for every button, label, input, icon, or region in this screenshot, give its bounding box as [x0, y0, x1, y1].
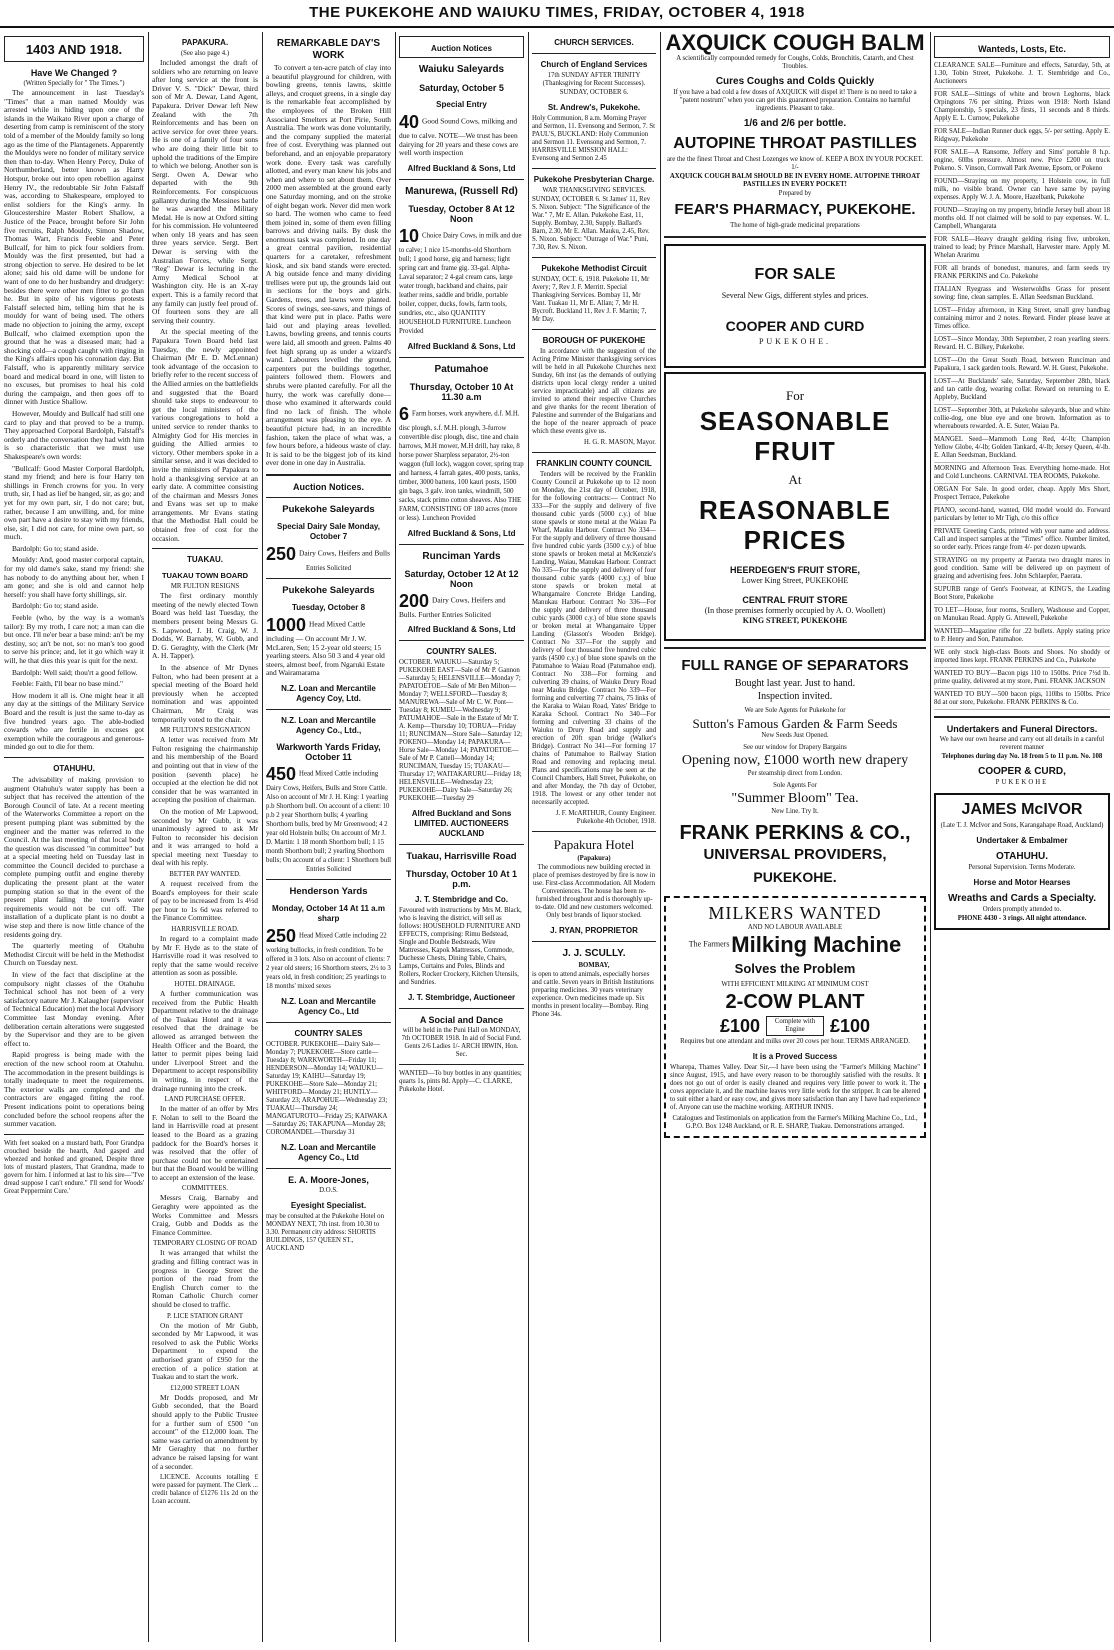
classified-item: CLEARANCE SALE—Furniture and effects, Saturday, 5th, at 1.30, Tobin Street, Pukekohe. J. T. Stembridge and Co., Auctioneers [934, 62, 1110, 89]
section-title: TUAKAU. [187, 555, 223, 565]
ad-number: 250 [266, 925, 297, 946]
ad-agent: J. T. Stembridge, Auctioneer [407, 993, 516, 1003]
ad-title: Eyesight Specialist. [290, 1200, 367, 1210]
classified-item: LOST—Friday afternoon, in King Street, small grey handbag containing mirror and 2 notes. Reward. Finder please leave at Times office. [934, 307, 1110, 334]
ad-sub: are the the finest Throat and Chest Lozenges we know of. KEEP A BOX IN YOUR POCKET. 1/- [667, 156, 923, 171]
ad-firm: CENTRAL FRUIT STORE [742, 595, 848, 606]
ad-proprietor: J. RYAN, PROPRIETOR [550, 926, 638, 935]
ad-line: PRICES [743, 524, 847, 555]
pharmacy-name: FEAR'S PHARMACY, PUKEKOHE. [674, 201, 916, 218]
section-title: COUNTRY SALES. [426, 647, 497, 657]
classified-item: LOST—On the Great South Road, between Runciman and Papakura, 1 sack garden tools. Reward. W. H. Guest, Pukekohe. [934, 357, 1110, 376]
ad-detail: may be consulted at the Pukekohe Hotel on MONDAY NEXT, 7th inst. from 10.30 to 3.30. Permanent city address: SHORTIS BUILDINGS, 157 QUEEN ST., AUCKLAND [266, 1212, 384, 1252]
ad-agent: N.Z. Loan and Mercantile Agency Coy, Ltd. [281, 683, 376, 703]
ad-date: Tuesday, October 8 [291, 602, 366, 612]
paragraph: Bardolph: Go to; stand aside. [12, 601, 99, 611]
subheading: BETTER PAY WANTED. [169, 871, 241, 879]
ad-date: Special Dairy Sale Monday, October 7 [276, 521, 380, 541]
ad-title: Waiuku Saleyards [418, 64, 505, 75]
paragraph: A request received from the Board's employees for their scale of pay to be increased from 1s 4½d per hour to 1s 6d was referred to the Finance Committee. [152, 879, 258, 923]
church-body: Holy Communion, 8 a.m. Morning Prayer and Sermon, 11. Evensong and Sermon, 7. St PAUL'S, BUCKLAND: Holy Communion and Sermon 11. Evensong and Sermon, 7. HARRISVILLE MISSION HALL: Evensong and Sermon 2.45 [532, 115, 656, 162]
perkins-ad [664, 655, 926, 888]
section-title: Auction Notices [431, 44, 492, 53]
sales-list: OCTOBER. WAIUKU—Saturday 5; PUKEKOHE EAST—Sale of Mr P. Gannon—Saturday 5; HELENSVILLE—Monday 7; PAPATOETOE—Sale of Mr Ben Milton—Monday 7; WELLSFORD—Tuesday 8; MANUREWA—Sale of Mr C. W. Pont—Tuesday 8; KUMEU—Wednesday 9; PATUMAHOE—Sale in the Estate of Mr T. A. Kemp—Thursday 10; TORUA—Friday 11; RUNCIMAN—Store Sale—Saturday 12; POKENO—Monday 14; PAPAKURA—Horse Sale—Monday 14; PAPATOETOE—Sale of Mr P. Cattell—Monday 14; RUNCIMAN, Tuesday 15; TUAKAU—Thursday 17; WAITAKARURU—Friday 18; HELENSVILLE—Wednesday 23; PUKEKOHE—Dairy Sale—Saturday 26; PUKEKOHE—Tuesday 29 [399, 659, 523, 803]
subheading: HARRISVILLE ROAD. [171, 926, 239, 934]
classified-item: FOR all brands of bonedust, manures, and farm seeds try FRANK PERKINS and Co. Pukekohe [934, 265, 1110, 284]
milkers-ad [664, 896, 926, 1138]
ad-line: Horse and Motor Hearses [973, 878, 1071, 887]
ad-title: FULL RANGE OF SEPARATORS [681, 656, 909, 674]
classified-item: ITALIAN Ryegrass and Westerwoldhs Grass for present sowing: fine, clean samples. E. Allan Seedsman Buckland. [934, 286, 1110, 305]
column-rule [528, 32, 529, 1642]
classified-item: MANGEL Seed—Mammoth Long Red, 4/-lb; Champion Yellow Globe, 4/-lb; Golden Tankard, 4/-lb; Jersey Queen, 4/-lb. E. Allan Seedsman, Buckland. [934, 436, 1110, 463]
masthead: THE PUKEKOHE AND WAIUKU TIMES, FRIDAY, OCTOBER 4, 1918 [0, 0, 1114, 28]
ad-detail: Head Mixed Cattle including Dairy Cows, Heifers, Bulls and Store Cattle. Also on account of Mr J. H. King: 1 yearling p.b Shorthorn bull. On account of a client: 10 p.b 2 year Shorthorn bulls; 4 yearling Shorthorn bulls, bred by Mr Greenwood; 4 2 year old Holstein bulls; On account of Mr J. D. Martin: 1 18 month Shorthorn bull; 1 15 month Shorthorn bull; 2 yearling Shorthorn bulls; On account of a client: 1 Shorthorn bull [266, 770, 391, 864]
column-rule [262, 32, 263, 1642]
subheading: MR FULTON RESIGNS [170, 583, 240, 591]
ad-extra: Special Entry [436, 100, 487, 109]
ad-sub: (Papakura) [577, 855, 611, 862]
paragraph: On the motion of Mr Gubb, seconded by Mr Lapwood, it was resolved to ask the Public Works Department to expend the authorised grant of £950 for the erection of a police station at Tuakau and to start the work. [152, 1320, 258, 1382]
ad-sub: AND NO LABOUR AVAILABLE [747, 923, 843, 931]
subheading: £12,000 STREET LOAN [170, 1384, 240, 1392]
notice-title: FRANKLIN COUNTY COUNCIL [536, 459, 652, 468]
paragraph: Rapid progress is being made with the erection of the new school room at Otahuhu. The accommodation in the present buildings is totally inadequate to meet the requirements. The exterior walls are completed and the contractors are engaged fitting the roof. Present indications point to operations being concluded before the school reopens after the summer vacation. [4, 1050, 144, 1129]
church-date: SUNDAY, OCTOBER 6. [559, 89, 629, 96]
ad-plant: 2-COW PLANT [725, 990, 865, 1013]
ad-number: 40 [399, 112, 420, 132]
paragraph: Bardolph: Go to; stand aside. [12, 543, 99, 553]
classifieds-list [934, 62, 1110, 710]
section-title: PAPAKURA. [181, 38, 229, 47]
notice-body: Tenders will be received by the Franklin County Council at Pukekohe up to 12 noon on Monday, the 21st day of October, 1918, for the following contracts:— Contract No 333—For the supply and delivery of five thousand cubic yards (5000 c.y.) of blue stone spawls or stone metal at the Waiau Pa Wharf, Mauku Harbour. Contract No 334—For the supply and delivery of three thousand five hundred cubic yards (3500 c.y.) of blue stone spawls or broken metal at McKenzie's Landing, Waiau, Manukau Harbour. Contract No 335—For the supply and delivery of four thousand cubic yards (4000 c.y.) of blue stone spawls or broken metal at Whangamaire Concrete Bridge Landing, Manukau Harbour. Contract No 336—For the supply and delivery of three thousand cubic yards (3000 c.y.) of blue stone spawls or broken metal at Whangamaire Upper Landing (Glasson's Wooden Bridge). Contract No 337—For the supply and delivery of four thousand five hundred cubic yards (4500 c.y.) of blue stone spawls on the Patumahoe to Waiau Road (Patumahoe end). Contract No 338—For forming and culverting 39 chains, of Waiuku Drury Road near Mauku Bridge. Contract No 339—For forming and culverting 77 chains, 75 links of the Karaka to Waiau Road, Yates' Bridge to Karaka School. Contract No 340—For forming and culverting 33 chains of the Waiuku to Drury Road and supply and erection of 20ft span bridge (Walker's Bridge). Contract No 341—For forming 17 chains of Patumahoe to Railway Station Road and removing and replacing metal. Plans and specifications may be seen at the Council Chambers, Hall Street, Pukekohe, on and after Monday, the 7th day of October, 1918. The lowest or any other tender not necessarily accepted. [532, 471, 656, 806]
classified-item: ORGAN For Sale. In good order, cheap. Apply Mrs Short, Prospect Terrace, Pukekohe [934, 486, 1110, 505]
ad-agent: Alfred Buckland & Sons, Ltd [407, 163, 516, 173]
ad-line: Solves the Problem [734, 960, 856, 976]
paragraph: Feeble (who, by the way is a woman's tailor): By my troth, I care not; a man can die but once. I'll ne'er bear a base mind: an't be my destiny, so; an't be not, so: no man's too good to serve his prince; and, let it go which way it will, he that dies this year is quit for the next. [4, 613, 144, 665]
paragraph: To convert a ten-acre patch of clay into a beautiful playground for children, with bowling greens, tennis lawns, skittle alleys, and croquet greens, in a single day is the remarkable feat accomplished by the employees of the Broken Hill Associated Smelters at Port Pirie, South Australia. The work was done voluntarily, and the company supplied the material free of cost. Everything was planned out beforehand, and an enjoyable preparatory work done. Every task was carefully allotted, and every man knew his jobs and when and where to set about them. Over 2000 men assembled at the ground early one Saturday morning, and on the stroke of eight began work. Never did men work so hard. The women who came to feed them joined in, some of them even filling barrows and driving nails. By dusk the enormous task was completed. In one day a great central pavilion, residential quarters for a caretaker, refreshment kiosk, and six band stands were erected. A big outside fence and many dividing trellises were put up, the grounds laid out in sections for the boys and girls. Gardens, trees, and lawns were planted. Scores of swings, see-saws, and things of that kind were put in place. Paths were laid out and playing areas levelled. Lawns, bowling greens, and tennis courts were laid, all smooth and green. Palms 40 feet high sprang up as under a wizard's wand. Labourers levelled the ground, carpenters put the buildings together, painters followed them. Flowers and shrubs were planted carefully. For all the hurry, the work was carefully done—those who examined it afterwards could find no lack of finish. The whole arrangement was pleasing to the eye. A beautiful picture had, in an incredible fashion, taken the place of what was, a few hours before, a hideous waste of clay. It is said to be the biggest job of its kind ever done in one day in Australia. [266, 63, 391, 468]
ad-line: Wreaths and Cards a Specialty. [947, 893, 1097, 904]
ad-mid: Complete with Engine [766, 1016, 824, 1036]
notice-sign: H. G. R. MASON, Mayor. [584, 439, 656, 446]
paragraph: Feeble: Faith, I'll bear no base mind." [12, 679, 124, 689]
ad-number: 250 [266, 543, 297, 564]
paragraph: Bardolph: Well said; thou'rt a good fellow. [12, 667, 138, 677]
article-title: REMARKABLE DAY'S WORK [276, 38, 381, 61]
ad-title: Runciman Yards [422, 550, 501, 562]
subheading: TEMPORARY CLOSING OF ROAD [153, 1240, 257, 1248]
classified-item: FOUND—Straying on my property, brindle Jersey bull about 18 months old. If not claimed will be sold to pay expenses. W. L. Campbell, Whangarata [934, 207, 1110, 234]
ad-place: PUKEKOHE [995, 779, 1049, 786]
ad-detail: Head Mixed Cattle including — On account Mr J. W. McLaren, Sen; 15 2-year old steers; 15 yearling steers. Also 50 3 and 4 year old steers, almost beef, from Ngaruki Estate and Wairamarama [266, 619, 385, 678]
ad-title: Pukekohe Saleyards [282, 503, 375, 515]
church-title: Church of England Services [540, 60, 648, 69]
column-3 [266, 32, 391, 1642]
classified-item: FOR SALE—Indian Runner duck eggs, 5/- per setting. Apply E. Ridgway, Pukekohe [934, 128, 1110, 147]
byline: (Written Specially for " The Times.") [23, 80, 125, 87]
paragraph: In the absence of Mr Dynes Fulton, who had been present at a special meeting of the Board held previously when he accepted nomination and was appointed Chairman, Mr Craig was temporarily voted to the chair. [152, 663, 258, 724]
ad-date: Warkworth Yards Friday, October 11 [276, 741, 381, 762]
ad-line: SEASONABLE [699, 406, 891, 437]
ad-date: Tuesday, October 8 At 12 Noon [408, 203, 515, 224]
ad-detail: Head Mixed Cattle including 22 working bullocks, in fresh condition. To be offered in 3 lots. Also on account of clients: 7 2 year old steers; 16 Shorthorn steers, 2½ to 3 years old, in fresh condition; 25 yearlings to 18 months' mixed sexes [266, 932, 391, 990]
ad-line: Per steamship direct from London. [747, 769, 843, 777]
ad-place: OTAHUHU. [995, 851, 1049, 862]
paragraph: The advisability of making provision to augment Otahuhu's water supply has been a subject that has received the attention of the Borough Council of late. At a recent meeting of the Waterworks Committee a report on the present pumping plant was submitted by the engineer and the matter was referred to the Council. At the last meeting of that local body the question was discussed "in committee" but at a special meeting held on Tuesday last in committee the Council decided to purchase a complete pumping outfit and engine thereby duplicating the present plant at the water pumping station so that in the event of the present plant failing the town's water requirements would not be cut off. The installation of a duplicate plant is no doubt a wise step and there is now little chance of the residents going dry. [4, 774, 144, 939]
notice-title: BOROUGH OF PUKEKOHE [542, 336, 646, 345]
column-rule [148, 32, 149, 1642]
paragraph: In regard to a complaint made by Mr F. Hyde as to the state of Harrisville road it was resolved to reply that the same would receive attention as soon as possible. [152, 934, 258, 978]
subheading: TUAKAU TOWN BOARD [161, 571, 249, 581]
ad-sub: (Late T. J. McIvor and Sons, Karangahape Road, Auckland) [940, 822, 1104, 829]
ad-date: Thursday, October 10 At 11.30 a.m [409, 381, 514, 402]
classified-item: LOST—Since Monday, 30th September, 2 roan yearling steers. Reward. H. C. Bilkey, Pukekohe. [934, 336, 1110, 355]
ad-sub: D.O.S. [319, 1186, 338, 1194]
classified-item: FOR SALE—Sittings of white and brown Leghorns, black Orpingtons 7/6 per sitting. Prizes won 1918: North Island Championship, 5 specials, 23 firsts, 11 seconds and 8 thirds. Apply E. L. Curnow, Pukekohe [934, 91, 1110, 126]
ad-firm: FRANK PERKINS & CO., [679, 821, 911, 844]
ad-area [664, 32, 926, 1642]
ad-title: Papakura Hotel [553, 837, 635, 852]
ad-date: Saturday, October 5 [419, 83, 504, 93]
paragraph: It was arranged that whilst the grading and filling contract was in progress in George Street the portion of the road from the English Church corner to the Roman Catholic Church corner should be closed to traffic. [152, 1248, 258, 1309]
ad-title: N.Z. Loan and Mercantile Agency Co., Ltd., [281, 715, 376, 735]
ad-title: AXQUICK COUGH BALM [665, 32, 925, 55]
ad-line: Cures Coughs and Colds Quickly [715, 76, 875, 87]
ad-line: Sole Agents For [773, 781, 817, 789]
classified: WANTED—To buy bottles in any quantities; quarts 1s, pints 8d. Apply—C. CLARKE, Pukekohe Hotel. [399, 1070, 522, 1094]
ad-firm: UNIVERSAL PROVIDERS, [703, 845, 887, 863]
ad-place: PUKEKOHE. [753, 868, 837, 885]
ad-testimonial: Wharepa, Thames Valley. Dear Sir,—I have been using the "Farmer's Milking Machine" since August, 1915, and have every reason to be thoroughly satisfied with the results. It does not go out of order is easily cleaned and requires very little power to work it. The cows appreciate it, and the machine leaves very little work for the stripper. It can be altered to suit either a hard or easy cow, and gives more satisfaction than any I have had experience of. Anyone can use the machine working. ARTHUR INNIS. [670, 1063, 920, 1111]
ad-number: 1000 [266, 614, 307, 635]
classified-item: FOR SALE—A Ransome, Jeffery and Sims' portable 8 h.p. engine, 60lbs pressure. Almost new. Price £200 on truck Pokeno. S. Vinson, Cornwall Park Avenue, Epsom, or Pokeno [934, 149, 1110, 176]
ad-line: At [788, 472, 802, 488]
ad-sub: BOMBAY, [578, 962, 610, 969]
paragraph: In the matter of an offer by Mrs F. Nolan to sell to the Board the land in Harrisville road at present leased to the Board as a grazing paddock for the Board's horses it was resolved that the offer of purchase could not be entertained but that the Board would be willing to accept an extension of the lease. [152, 1104, 258, 1182]
paragraph: A letter was received from Mr Fulton resigning the chairmanship and his membership of the Board and pointing out that in view of the position (seventh place) he occupied at the election he did not consider that he was warranted in accepting the position of chairman. [152, 735, 258, 805]
ad-agent: J. T. Stembridge and Co. [415, 895, 508, 905]
classified-item: WANTED—Magazine rifle for .22 bullets. Apply stating price to P. Henry and Son, Patumahoe. [934, 628, 1110, 647]
subheading: HOTEL DRAINAGE. [174, 981, 236, 988]
fruit-ad [664, 372, 926, 641]
section-title: CHURCH SERVICES. [554, 38, 634, 47]
ad-agent: N.Z. Loan and Mercantile Agency Co., Ltd [281, 996, 376, 1016]
ad-line: AXQUICK COUGH BALM SHOULD BE IN EVERY HOME. AUTOPINE THROAT PASTILLES IN EVERY POCKET! [669, 173, 921, 188]
column-rule [395, 32, 396, 1642]
classified-item: PRIVATE Greeting Cards, printed with your name and address. Call and inspect samples at the "Times" office. Number limited, so order early. Prices range from 4/- per dozen upwards. [934, 528, 1110, 555]
ad-line: We are Sole Agents for Pukekohe for [744, 706, 846, 714]
poem-ad: With feet soaked on a mustard bath, Poor Grandpa crouched beside the hearth, And gasped and wheezed and honked and groaned, Despite three lots of mustard plasters, That Grandma, made to govern for him. I informed at last to his sire—"I've dread suppose I can't endure." I'll send for Woods' Great Peppermint Cure.' [4, 1139, 144, 1195]
ad-date: Monday, October 14 At 11 a.m sharp [272, 903, 385, 923]
paragraph: LICENCE. Accounts totalling £ were passed for payment. The Clerk ... credit balance of £1276 11s 2d on the Loan account. [152, 1474, 258, 1506]
ad-title: A Social and Dance [419, 1015, 504, 1026]
ad-agent: Alfred Buckland & Sons, Ltd [407, 528, 516, 538]
ad-terms: Requires but one attendant and milks over 20 cows per hour. TERMS ARRANGED. [680, 1037, 910, 1045]
ad-title: MILKERS WANTED [708, 902, 882, 923]
ad-body: Several New Gigs, different styles and prices. [721, 291, 869, 300]
ad-detail: Good Sound Cows, milking and due to calve. NOTE—We trust has been dairying for 20 years and these cows are well worth inspection [399, 116, 519, 158]
paragraph: In view of the fact that discipline at the compulsory night classes of the Otahuhu Technical school has not been of a very satisfactory nature Mr J. Kalaugher (supervisor of Technical Education) met the local Advisory Committee last Monday evening. After deliberation certain alterations were suggested by the Supervisor and they are to be given effect to. [4, 970, 144, 1048]
church-body: SUNDAY, OCT. 6, 1918. Pukekohe 11, Mr Avery; 7, Rev J. F. Merritt. Special Thanksgiving Services. Bombay 11, Mr Vant. Tuakau 11, Mr E. Allan; 7, Mr H. Bycroft. Buckland 11, Rev J. F. Martin; 7, Mr Day. [532, 276, 650, 323]
ad-entries: Entries Solicited [305, 564, 352, 572]
ad-detail: Dairy Cows, Heifers and Bulls [299, 548, 390, 558]
ad-title: Patumahoe [434, 363, 489, 375]
column-4 [399, 32, 524, 1642]
ad-number: 10 [399, 225, 420, 246]
classified-item: WANTED TO BUY—Bacon pigs 110 to 150lbs. Price 7½d lb. prime quality, delivered at my store, Puni. FRANK JACKSON [934, 670, 1110, 689]
ad-line: Opening now, £1000 worth new drapery [681, 752, 909, 768]
classified-item: PIANO, second-hand, wanted, Old model would do. Forward particulars by letter to Mr Tigh, c/o this office [934, 507, 1110, 526]
column-rule [930, 32, 931, 1642]
ad-line: REASONABLE [698, 494, 891, 525]
column-8 [934, 32, 1110, 1642]
ad-title: Tuakau, Harrisville Road [406, 851, 517, 863]
ad-line: See our window for Drapery Bargains [743, 743, 847, 751]
ad-detail: will be held in the Puni Hall on MONDAY, 7th OCTOBER 1918. In aid of Social Fund. Gents 2/6 Ladies 1/- ARCH IRWIN, Hon. Sec. [401, 1027, 522, 1059]
ad-machine: Milking Machine [731, 931, 902, 957]
column-2 [152, 32, 258, 1642]
ad-addr: Lower King Street, PUKEKOHE [741, 575, 849, 585]
paragraph: However, Mouldy and Bullcalf had still one card to play and that proved to be a trump. They approached Corporal Bardolph, Falstaff's orderly and the conversation they had with him is so characteristic that we must use Shakespeare's own words: [4, 408, 144, 461]
paragraph: "Bullcalf: Good Master Corporal Bardolph, stand my friend; and here is four Harry ten shillings in French crowns for you. In very truth, sir, I had as lief be hanged, sir, as go; and yet for my own part, sir, I do not care; but, rather, because I am unwilling, and, for mine own part have a desire to stay with my friends, else, sir, I did not care, for mine own part, so much. [4, 463, 144, 542]
ad-place: PUKEKOHE. [758, 337, 832, 346]
section-title: Wanteds, Losts, Etc. [978, 44, 1066, 54]
church-body: SUNDAY, OCTOBER 6. St James' 11, Rev S. Nixon. Subject: "The Significance of the War." 7, Mr E. Allan. Pukekohe East, 11, Supply. Bombay, 2.30, Supply. Ballard's Barn, 2.30, Mr E. Allan. Mauku, 2.45, Rev. S. Nixon. Subject: "Outrage of War." Puni, 7.30, Rev. S. Nixon. [532, 196, 651, 251]
classified-item: TO LET—House, four rooms, Scullery, Washouse and Copper, on Manukau Road. Apply G. Attewell, Pukekohe [934, 607, 1110, 626]
ad-firm: COOPER & CURD, [978, 766, 1066, 777]
ad-line: New Seeds Just Opened. [761, 731, 829, 739]
paragraph: At the special meeting of the Papakura Town Board held last Tuesday, the newly appointed Chairman (Mr E. D. McLennan) took advantage of the occasion to briefly refer to the recent success of the Allied armies on the battlefields and suggested that the Board should take steps to endeavour to get the local ministers of the various congregations to hold a united service to render thanks to Almighty God for His mercies in guiding the Allied armies to victory. Other members spoke in a similar sense, and it was decided to invite the ministers of Papakura to hold a thanksgiving service at an early date. A committee consisting of the chairman and Messrs Jones and Evans was set up to make arrangements. Mr Evans stating that the Methodist Hall could be obtained free of cost for the occasion. [152, 327, 258, 543]
ad-title: Pukekohe Saleyards [282, 584, 375, 596]
ad-price: £100 [830, 1015, 871, 1036]
ad-title: Undertakers and Funeral Directors. [946, 724, 1098, 734]
section-title: Auction Notices. [292, 481, 364, 492]
paragraph: Mr Dodds proposed, and Mr Gubb seconded, that the Board should apply to the Public Trustee for a further sum of £500 "on account" of the £12,000 loan. The same was carried on amendment by Mr Geraghty that no further advance be raised lapsing for want of a seconder. [152, 1392, 258, 1471]
ad-body: If you have a bad cold a few doses of AXQUICK will dispel it! There is no need to take a "patent nostrum" when you can get this guaranteed preparation. Contains no harmful ingredients. Pleasant to take. [673, 89, 917, 112]
ad-firm: HEERDEGEN'S FRUIT STORE, [730, 564, 860, 575]
subheading: LAND PURCHASE OFFER. [164, 1096, 246, 1104]
classified-item: SUPURB range of Gent's Footwear, at KING'S, the Leading Boot Store, Pukekohe [934, 586, 1110, 605]
ad-line: Sutton's Famous Garden & Farm Seeds [692, 715, 898, 731]
mcivor-ad [934, 793, 1110, 930]
ad-addr: (In those premises formerly occupied by A. O. Woollett) [704, 606, 886, 616]
ad-body: Personal Supervision. Terms Moderate. [968, 864, 1076, 871]
ad-line: FRUIT [754, 436, 836, 467]
ad-title: JAMES McIVOR [961, 801, 1083, 818]
section-title: COUNTRY SALES [294, 1028, 363, 1038]
ad-line: "Summer Bloom" Tea. [731, 790, 859, 806]
classified-item: WANTED TO BUY—500 bacon pigs, 110lbs to 150lbs. Price 8d at our store, Pukekohe. FRANK PERKINS & Co. [934, 691, 1110, 710]
ad-line: WITH EFFICIENT MILKING AT MINIMUM COST [721, 980, 869, 988]
ad-sub: The home of high-grade medicinal preparations [730, 222, 860, 229]
notice-body: In accordance with the suggestion of the Acting Prime Minister thanksgiving services will be held in all Pukekohe Churches next Sunday, 6th inst (as the demands of outlying districts upon local clergy render a united service impracticable) and all citizens are invited to attend their respective Churches and give thanks for the recent liberation of Palestine and surrender of the Bulgarians and the hope of the nearer approach of peace which these events give us. [532, 348, 656, 435]
ad-brand: The Farmers [688, 939, 730, 949]
ad-body: We have our own hearse and carry out all details in a careful reverent manner [939, 736, 1105, 751]
paragraph: Mouldy: And, good master corporal captain, for my old dame's sake, stand my friend: she has nobody to do anything about her, when I am gone; and she is old and cannot help herself: you shall have forty shillings, sir. [4, 555, 144, 599]
article-title: 1403 AND 1918. [25, 42, 123, 57]
ad-line: New Line. Try It. [771, 807, 819, 815]
ad-line: Bought last year. Just to hand. [734, 677, 856, 689]
classified-item: LOST—September 30th, at Pukekohe saleyards, blue and white collie-dog, one blue eye and one brown. Information as to whereabouts rewarded. A. E. Suter, Waiau Pa. [934, 407, 1110, 434]
ad-number: 6 [399, 403, 410, 424]
ad-detail: Dairy Cows, Heifers and Bulls. Further Entries Solicited [399, 595, 506, 619]
undertakers-ad [934, 724, 1110, 787]
ad-detail: Choice Dairy Cows, in milk and due to calve; 1 nice 15-months-old Shorthorn bull; 1 good horse, gig and harness; light spring cart and frame gig. 33-gal. Alpha-Laval separator; 2 4-gal cream cans, large water trough, backband and chains, pair leather reins, saddle and bridle, portable boiler, copper, ducks, fowls, farm tools, sundries, etc., also QUANTITY HOUSEHOLD FURNITURE. Luncheon Provided [399, 232, 522, 335]
ad-title: AUTOPINE THROAT PASTILLES [673, 135, 917, 152]
classified-item: FOUND—Straying on my property, 1 Holstein cow, in full milk, no visible brand. Owner can have same by paying expenses. Apply W. J. A. Moore, Hazelbank, Pukekohe [934, 178, 1110, 205]
ad-number: 450 [266, 763, 297, 784]
paragraph: The quarterly meeting of Otahuhu Methodist Circuit will be held in the Methodist Church on Tuesday next. [4, 941, 144, 968]
forsale-ad [664, 244, 926, 368]
church-sub: WAR THANKSGIVING SERVICES. [542, 187, 646, 194]
ad-detail: Favoured with instructions by Mrs M. Black, who is leaving the district, will sell as follows: HOUSEHOLD FURNITURE AND EFFECTS, comprising: Rimu Bedstead, Single and Double Bedsteads, Wire Mattresses, Kapok Mattresses, Commode, Duchesse Chests, Dining Table, Chairs, Lamps, Curtains and Poles, Blinds and Rollers, Rocker Crockery, Kitchen Utensils, and Sundries. [399, 907, 522, 987]
classified-item: FOR SALE—Heavy draught gelding rising five, unbroken, trained to lead; by Prince Marshall, Harvester mare. Apply M. Whelan Ararimu [934, 236, 1110, 263]
ad-agent: N.Z. Loan and Mercantile Agency Co., Ltd [281, 1142, 376, 1162]
note: (See also page 4.) [180, 50, 230, 57]
ad-addr: KING STREET, PUKEKOHE [742, 615, 848, 625]
ad-phone: Telephones during day No. 18 from 5 to 11 p.m. No. 108 [941, 753, 1103, 760]
ad-firm: COOPER AND CURD [725, 318, 865, 334]
church-sub: 17th SUNDAY AFTER TRINITY (Thanksgiving for Recent Successes). [542, 72, 646, 87]
ad-number: 200 [399, 590, 430, 611]
column-1 [4, 32, 144, 1642]
ad-detail: is open to attend animals, especially horses and cattle. Seven years in British Institutions preparing medicines. 30 years veterinary experience. Own medicines made up. Six months in present locality—Bombay. Ring Phone 34s. [532, 971, 654, 1018]
ad-line: Inspection invited. [757, 690, 833, 702]
ad-sub: A scientifically compounded remedy for Coughs, Colds, Bronchitis, Catarrh, and Chest Troubles. [676, 55, 914, 70]
subheading: MR FULTON'S RESIGNATION [160, 727, 250, 735]
section-title: OTAHUHU. [53, 763, 95, 773]
classified-item: MORNING and Afternoon Teas. Everything home-made. Hot and Cold Luncheons. CARNIVAL TEA ROOMS, Pukekohe. [934, 465, 1110, 484]
ad-title: E. A. Moore-Jones, [288, 1174, 369, 1185]
ad-agent: Alfred Buckland & Sons, Ltd [407, 625, 516, 635]
subheading: COMMITTEES. [182, 1185, 228, 1193]
ad-agent: Alfred Buckland and Sons LIMITED. AUCTIONEERS AUCKLAND [411, 809, 512, 839]
ad-title: FOR SALE [754, 266, 836, 283]
ad-price: £100 [719, 1015, 760, 1036]
church-title: Pukekohe Methodist Circuit [541, 264, 647, 273]
ad-title: J. J. SCULLY. [562, 948, 626, 959]
classified-item: LOST—At Bucklands' sale, Saturday, September 28th, black and tan cattle dog, wearing collar. Reward on returning to E. Appleby, Buckland [934, 378, 1110, 405]
article-subtitle: Have We Changed ? [30, 68, 118, 78]
paragraph: Messrs Craig, Barnaby and Geraghty were appointed as the Works Committee and Messrs Craig, Gubb and Dodds as the Finance Committee. [152, 1193, 258, 1237]
ad-prep: Prepared by [778, 190, 812, 197]
ad-price: 1/6 and 2/6 per bottle. [743, 118, 847, 129]
paragraph: A further communication was received from the Public Health Department relative to the drainage of the Tuakau Hotel and it was resolved that the drainage be allowed as arranged between the Health Officer and the Board, the latter to permit pipes being laid under Liverpool Street and the Department to accept responsibility in writing, in respect of the drainage running into the creek. [152, 989, 258, 1093]
paragraph: The announcement in last Tuesday's "Times" that a man named Mouldy was arrested while in hiding upon one of the islands in the Waikato River upon a charge of deserting from camp is reminiscent of the story told of a member of the Mouldy family so long ago as the time of the Plantagenets. Apparently the Mouldys were no fonder of military service then than to-day. When Henry Percy, Duke of Northumberland, better known as Harry Hotspur, broke out into open rebellion against Henry IV., the redoubtable Sir John Falstaff was, according to Shakespeare, employed to enlist soldiers for the King's army. In Gloucestershire Master Robert Shallow, a Justice of the Peace, brought before Sir John five recruits, Ralph Mouldy, Simon Shadow, Thomas Wart, Francis Feeble and Peter Bullcalf, for him to pick four soldiers from. Mouldy was the first presented, but had a strong objection to serve. He desired to be let alone; said his old dame will be undone for want of one to do her husbandry and drudgery: besides there were other men fitter to go than he. But in spite of his vigorous protests Falstaff selected him, telling him that he is mouldy for want of being used. The others made no objection to joining the army, except Bullcalf, who claimed exemption upon the ground that he was a diseased man; had a shocking cold—a cough caught with ringing in the King's affairs upon his coronation day. But Falstaff, who is apparently military service board and medical board in one, will listen to no excuses, but promises to heal his cold during the campaign, and then goes off to dinner with Justice Shallow. [4, 88, 144, 407]
paragraph: How modern it all is. One might hear it all any day at the sittings of the Military Service Board and the result is just the same to-day as five hundred years ago. The able-bodied cowards who are fertile in excuses got exemption while the courageous and generous-minded go out to die for them. [4, 690, 144, 752]
ad-title: Manurewa, (Russell Rd) [405, 185, 518, 197]
church-name: St. Andrew's, Pukekohe. [547, 103, 641, 112]
paragraph: On the motion of Mr Lapwood, seconded by Mr Gubb, it was unanimously agreed to ask Mr Fulton to reconsider his decision and it was arranged to hold a special meeting next Tuesday to deal with his reply. [152, 806, 258, 868]
classified-item: WE only stock high-class Boots and Shoes. No shoddy or imported lines kept. FRANK PERKINS and Co., Pukekohe [934, 649, 1110, 668]
notice-sign: J. F. McARTHUR, County Engineer. Pukekohe 4th October, 1918. [555, 810, 656, 825]
ad-foot: Catalogues and Testimonials on application from the Farmer's Milking Machine Co., Ltd., G.P.O. Box 1248 Auckland, or R. E. SHARP, Tuakau. Demonstrations arranged. [672, 1114, 918, 1130]
column-5 [532, 32, 656, 1642]
axquick-ad [664, 32, 926, 230]
paragraph: The first ordinary monthly meeting of the newly elected Town Board was held last Tuesday, the members present being Messrs G. S. Lapwood, J. H. Craig, W. J. Dodds, W. Barnaby, W. Gubb, and D. G. Geraghty, with the Clerk (Mr A. H. Tapper). [152, 591, 258, 661]
ad-line: For [785, 387, 805, 403]
ad-detail: The commodious new building erected in place of premises destroyed by fire is now in use. First-class Accommodation. All Modern Conveniences. The house has been re-furnished throughout and is thoroughly up-to-date. Old and new customers welcomed. Only best brands of liquor stocked. [533, 864, 655, 919]
ad-phone: PHONE 4430 - 3 rings. All night attendance. [957, 915, 1087, 922]
ad-line: Orders promptly attended to. [982, 906, 1062, 913]
classified-item: STRAYING on my property at Paerata two draught mares in good condition. Same will be delivered up on payment of grazing and advertising fees. John Schlaepfer, Paerata. [934, 557, 1110, 584]
ad-line: It is a Proved Success [752, 1051, 838, 1061]
ad-date: Thursday, October 10 At 1 p.m. [405, 869, 518, 890]
ad-date: Saturday, October 12 At 12 Noon [404, 568, 519, 589]
ad-agent: Alfred Buckland & Sons, Ltd [407, 341, 516, 351]
paragraph: Included amongst the draft of soldiers who are returning on leave after long service at the front is Driver V. S. "Dick" Dewar, third son of Mr A. Dewar, Land Agent, Papakura. Driver Dewar left New Zealand with the 7th Reinforcements and has been on active service for over three years. He is one of a family of four sons who are doing their little bit to uphold the traditions of the Empire to which we belong. Another son is Sergt. Owen A. Dewar who departed with the 9th Reinforcements. For conspicuous gallantry during the Messines battle he was awarded the Military Medal. He is now at Oxford sitting for his commission. He volunteered when only 18 years and has seen three years service. Sergt. Bert Dewar is serving with the Australian Forces, while Sergt. "Reg" Dewar is lecturing in the Army Medical School at Washington city. He is an X-ray expert. This is a family record that any family can justly feel proud of. Of fourteen sons they are all serving their country. [152, 58, 258, 325]
ad-detail: Farm horses, work anywhere, d.f. M.H. disc plough, s.f. M.H. plough, 3-furrow convertible disc plough, disc, tine and chain harrows, M.H mower, M.H drill, hay rake, 8 horse power Sharpless separator, 2½-ton waggon (full lock), waggon cover, spring trap and harness, 4 farrah gates, 400 posts, tanks, timber, 3000 battens, 100 kauri posts, 1500 gin bags, 3 galv. iron tanks, windmill, 500 sacks, stack primo cotton sheaves. Also THE FARM, CONSISTING OF 180 acres (more or less). Luncheon Provided [399, 410, 524, 522]
column-rule [660, 32, 661, 1642]
church-title: Pukekohe Presbyterian Charge. [533, 175, 655, 184]
ad-entries: Entries Solicited [305, 865, 352, 873]
ad-title: Henderson Yards [289, 885, 368, 897]
ad-line: Undertaker & Embalmer [976, 836, 1068, 845]
subheading: P. LICE STATION GRANT [166, 1312, 244, 1320]
sales-list: OCTOBER. PUKEKOHE—Dairy Sale—Monday 7; PUKEKOHE—Store cattle—Tuesday 8; WARKWORTH—Friday 11; HENDERSON—Monday 14; WAIUKU—Saturday 19; KAIHU—Saturday 19; PUKEKOHE—Store Sale—Monday 21; WHITFORD—Monday 21; HUNTLY—Saturday 23; ARAPOHUE—Wednesday 23; TUAKAU—Thursday 24; MANGATUROTO—Friday 25; KAIWAKA—Saturday 26; TAKAPUNA—Monday 28; COROMANDEL—Thursday 31 [266, 1040, 388, 1136]
